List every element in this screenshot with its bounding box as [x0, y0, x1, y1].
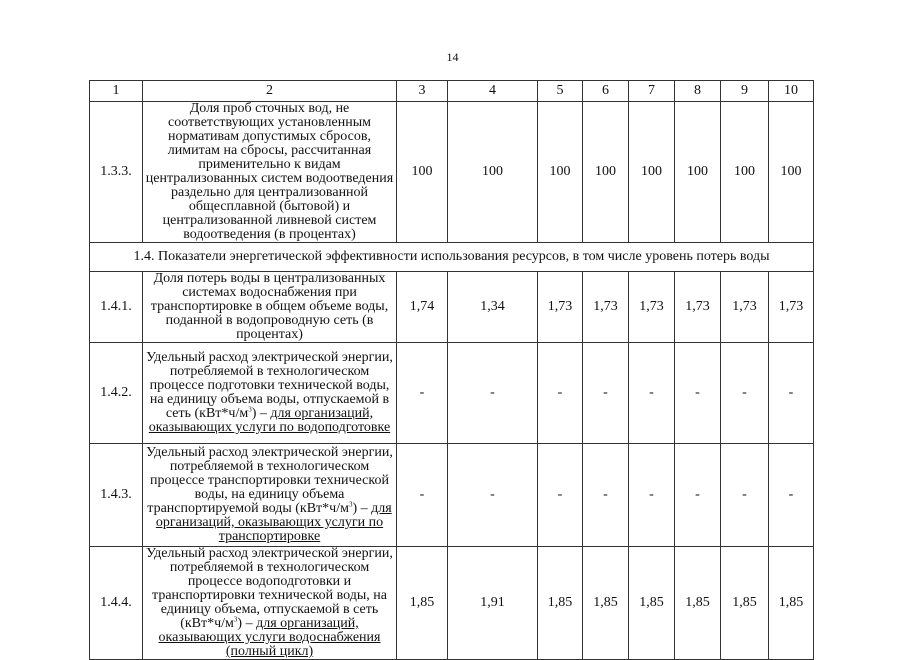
row-value: -	[448, 343, 538, 444]
row-value: -	[675, 444, 721, 547]
row-value: -	[538, 343, 583, 444]
row-value: 1,73	[769, 272, 814, 343]
row-value: 1,34	[448, 272, 538, 343]
column-header: 2	[143, 81, 397, 102]
row-value: 100	[583, 102, 629, 243]
row-value: 1,73	[675, 272, 721, 343]
row-value: 1,85	[538, 547, 583, 660]
row-description	[143, 547, 397, 660]
description-text: ) –	[237, 616, 257, 631]
row-description: Доля потерь воды в централизованных системах водоснабжения при транспортировке в общем объеме воды, поданной в водопроводную сеть (в процентах)	[143, 272, 397, 343]
description-note: для организаций, оказывающих услуги по транспортировке	[155, 501, 392, 544]
row-value: 1,73	[629, 272, 675, 343]
row-value: -	[397, 343, 448, 444]
row-value: -	[721, 343, 769, 444]
description-text: ) –	[352, 501, 372, 516]
row-value: 1,85	[629, 547, 675, 660]
column-header: 8	[675, 81, 721, 102]
row-value: 100	[769, 102, 814, 243]
row-value: 100	[397, 102, 448, 243]
unit-superscript: 3	[248, 405, 252, 414]
description-note: для организаций, оказывающих услуги по водоподготовке	[148, 406, 391, 435]
row-value: 1,85	[721, 547, 769, 660]
row-value: -	[629, 343, 675, 444]
row-value: -	[721, 444, 769, 547]
row-value: 1,74	[397, 272, 448, 343]
description-text: Удельный расход электрической энергии, потребляемой в технологическом процессе водоподготовки и транспортировки технической воды, на единицу объема, отпускаемой в сеть (кВт*ч/м	[146, 546, 393, 631]
row-value: 1,85	[397, 547, 448, 660]
column-header: 9	[721, 81, 769, 102]
column-header: 4	[448, 81, 538, 102]
unit-superscript: 3	[233, 615, 238, 624]
row-value: -	[769, 444, 814, 547]
description-text: ) –	[251, 406, 271, 421]
row-value: -	[769, 343, 814, 444]
column-header: 10	[769, 81, 814, 102]
table-row	[90, 343, 814, 444]
row-number: 1.4.3.	[90, 444, 143, 547]
column-header: 3	[397, 81, 448, 102]
row-description	[143, 343, 397, 444]
row-number: 1.3.3.	[90, 102, 143, 243]
column-header: 6	[583, 81, 629, 102]
row-description	[143, 444, 397, 547]
table-row	[90, 272, 814, 343]
indicators-table	[89, 80, 814, 660]
row-value: 1,73	[583, 272, 629, 343]
row-value: 1,91	[448, 547, 538, 660]
row-number: 1.4.4.	[90, 547, 143, 660]
row-number: 1.4.1.	[90, 272, 143, 343]
description-text: Удельный расход электрической энергии, потребляемой в технологическом процессе подготовки технической воды, на единицу объема воды, отпускаемой в сеть (кВт*ч/м	[146, 350, 393, 421]
description-text: Удельный расход электрической энергии, потребляемой в технологическом процессе транспортировки технической воды, на единицу объема транспортируемой воды (кВт*ч/м	[146, 445, 393, 516]
row-value: -	[675, 343, 721, 444]
page-number: 14	[446, 50, 459, 64]
table-row	[90, 102, 814, 243]
column-header: 1	[90, 81, 143, 102]
row-value: -	[583, 444, 629, 547]
row-value: -	[448, 444, 538, 547]
row-value: -	[397, 444, 448, 547]
row-value: 1,85	[675, 547, 721, 660]
table-row	[90, 444, 814, 547]
row-value: -	[629, 444, 675, 547]
row-value: 100	[629, 102, 675, 243]
row-value: 1,73	[721, 272, 769, 343]
row-description: Доля проб сточных вод, не соответствующих установленным нормативам допустимых сбросов, лимитам на сбросы, рассчитанная применительно к видам централизованных систем водоотведения раздельно для централизованной общесплавной (бытовой) и централизованной ливневой систем водоотведения (в процентах)	[143, 102, 397, 243]
table-row	[90, 547, 814, 660]
row-value: 100	[721, 102, 769, 243]
description-note: для организаций, оказывающих услуги водоснабжения (полный цикл)	[158, 616, 381, 659]
section-heading: 1.4. Показатели энергетической эффективности использования ресурсов, в том числе уровень потерь воды	[90, 243, 814, 272]
section-row	[90, 243, 814, 272]
header-row	[90, 81, 814, 102]
row-value: 1,85	[769, 547, 814, 660]
column-header: 7	[629, 81, 675, 102]
row-value: -	[538, 444, 583, 547]
row-value: 1,73	[538, 272, 583, 343]
row-value: 100	[538, 102, 583, 243]
row-number: 1.4.2.	[90, 343, 143, 444]
row-value: 100	[675, 102, 721, 243]
row-value: 1,85	[583, 547, 629, 660]
unit-superscript: 3	[348, 500, 353, 509]
row-value: 100	[448, 102, 538, 243]
column-header: 5	[538, 81, 583, 102]
row-value: -	[583, 343, 629, 444]
